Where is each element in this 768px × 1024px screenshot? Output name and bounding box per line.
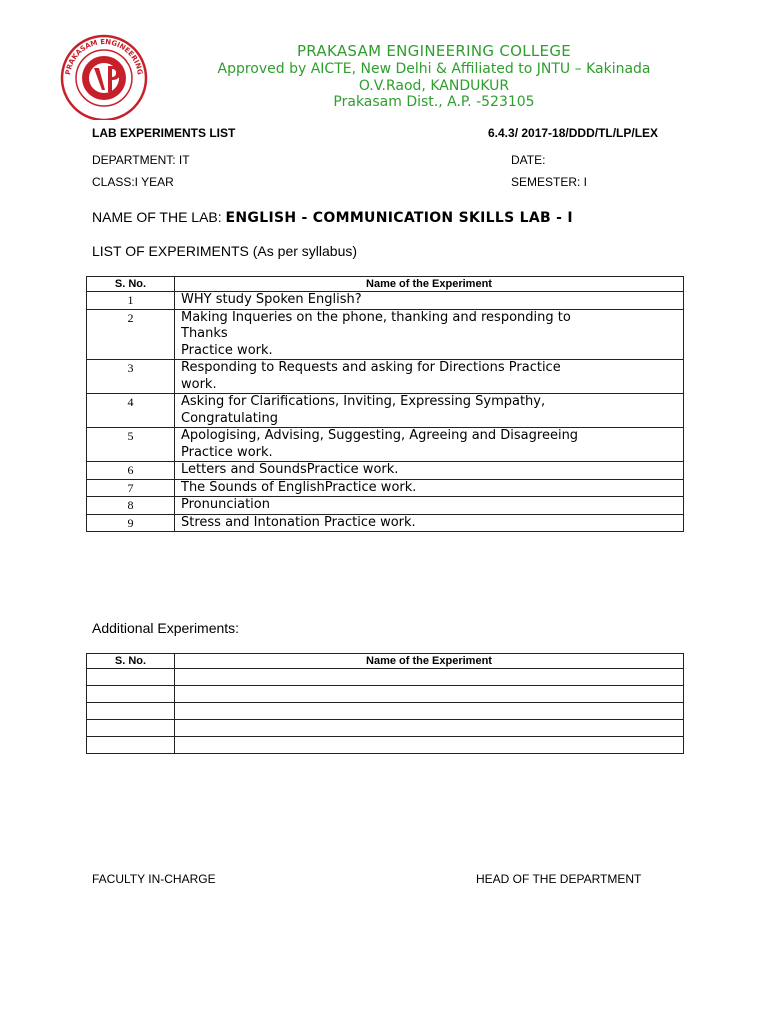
college-logo [56, 34, 152, 120]
column-header-name: Name of the Experiment [175, 277, 684, 292]
lab-experiments-list-label: LAB EXPERIMENTS LIST [92, 126, 236, 140]
additional-table-body [87, 669, 684, 754]
table-row [87, 292, 684, 310]
experiment-number: 3 [87, 360, 175, 394]
experiment-name [175, 497, 684, 515]
table-row [87, 394, 684, 428]
empty-table-row [87, 703, 684, 720]
empty-name-cell[interactable] [175, 686, 684, 703]
additional-experiments-title: Additional Experiments: [92, 620, 240, 636]
experiment-number: 6 [87, 462, 175, 480]
empty-sno-cell[interactable] [87, 669, 175, 686]
experiment-name [175, 360, 684, 394]
experiment-name-line: Letters and SoundsPractice work. [181, 462, 399, 477]
college-seal-icon [56, 34, 152, 120]
hod-signature-label: HEAD OF THE DEPARTMENT [476, 872, 642, 886]
table-row [87, 462, 684, 480]
table-row [87, 360, 684, 394]
experiments-list-title: LIST OF EXPERIMENTS (As per syllabus) [92, 243, 358, 259]
empty-sno-cell[interactable] [87, 720, 175, 737]
empty-name-cell[interactable] [175, 669, 684, 686]
lab-name-line [92, 209, 573, 226]
document-code: 6.4.3/ 2017-18/DDD/TL/LP/LEX [488, 126, 659, 140]
experiment-number: 1 [87, 292, 175, 310]
table-row [87, 497, 684, 515]
experiment-name-line: Practice work. [181, 342, 273, 358]
experiment-name-line: Practice work. [181, 444, 273, 460]
department-field: DEPARTMENT: IT [92, 153, 190, 167]
lab-name-value: ENGLISH - COMMUNICATION SKILLS LAB - I [225, 210, 573, 226]
experiment-name [175, 428, 684, 462]
experiments-table-body [87, 292, 684, 532]
experiment-number: 8 [87, 497, 175, 515]
experiment-name-line: The Sounds of EnglishPractice work. [181, 479, 417, 495]
faculty-signature-label: FACULTY IN-CHARGE [92, 872, 216, 886]
experiment-name [175, 292, 684, 310]
experiment-name [175, 479, 684, 497]
experiment-number: 9 [87, 514, 175, 532]
lab-name-label: NAME OF THE LAB: [92, 209, 226, 225]
experiment-name-line: Stress and Intonation Practice work. [181, 514, 416, 530]
table-header-row [87, 277, 684, 292]
table-row [87, 479, 684, 497]
experiment-number: 7 [87, 479, 175, 497]
class-field: CLASS:I YEAR [92, 175, 174, 189]
experiment-name [175, 462, 684, 480]
experiment-name-line: Asking for Clarifications, Inviting, Expressing Sympathy, [181, 394, 546, 409]
empty-table-row [87, 669, 684, 686]
semester-field: SEMESTER: I [511, 175, 588, 189]
experiment-name-line: Responding to Requests and asking for Directions Practice [181, 360, 561, 375]
experiment-name-line: Thanks [181, 326, 228, 341]
table-row [87, 428, 684, 462]
empty-name-cell[interactable] [175, 737, 684, 754]
college-name: PRAKASAM ENGINEERING COLLEGE [296, 42, 572, 60]
experiment-number: 5 [87, 428, 175, 462]
empty-table-row [87, 720, 684, 737]
experiment-number: 2 [87, 309, 175, 360]
empty-name-cell[interactable] [175, 720, 684, 737]
experiment-name [175, 394, 684, 428]
college-address-line1: O.V.Raod, KANDUKUR [358, 78, 510, 94]
table-row [87, 309, 684, 360]
college-approval: Approved by AICTE, New Delhi & Affiliated to JNTU – Kakinada [217, 61, 651, 77]
experiments-table [86, 276, 684, 532]
experiment-name [175, 514, 684, 532]
empty-sno-cell[interactable] [87, 737, 175, 754]
experiment-name [175, 309, 684, 360]
empty-sno-cell[interactable] [87, 703, 175, 720]
empty-sno-cell[interactable] [87, 686, 175, 703]
experiment-number: 4 [87, 394, 175, 428]
table-header-row [87, 654, 684, 669]
experiment-name-line: Apologising, Advising, Suggesting, Agreeing and Disagreeing [181, 428, 579, 443]
empty-name-cell[interactable] [175, 703, 684, 720]
additional-experiments-table [86, 653, 684, 754]
date-field: DATE: [511, 153, 546, 167]
college-address-line2: Prakasam Dist., A.P. -523105 [333, 94, 535, 110]
empty-table-row [87, 686, 684, 703]
experiment-name-line: Congratulating [181, 410, 278, 426]
column-header-sno: S. No. [87, 654, 175, 669]
empty-table-row [87, 737, 684, 754]
column-header-name: Name of the Experiment [175, 654, 684, 669]
experiment-name-line: Pronunciation [181, 497, 270, 512]
svg-text:PRAKASAM ENGINEERING: PRAKASAM ENGINEERING [64, 37, 144, 76]
table-row [87, 514, 684, 532]
column-header-sno: S. No. [87, 277, 175, 292]
experiment-name-line: Making Inqueries on the phone, thanking and responding to [181, 309, 571, 325]
experiment-name-line: WHY study Spoken English? [181, 292, 362, 307]
experiment-name-line: work. [181, 376, 217, 392]
